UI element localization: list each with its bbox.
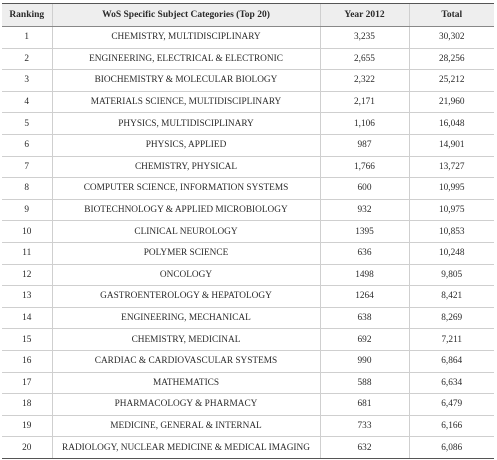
year-2012-cell: 1264: [320, 286, 409, 308]
category-cell: BIOTECHNOLOGY & APPLIED MICROBIOLOGY: [52, 199, 320, 221]
ranking-cell: 7: [2, 156, 52, 178]
table-row: [2, 134, 494, 156]
total-cell: 13,727: [409, 156, 494, 178]
year-2012-cell: 733: [320, 415, 409, 437]
category-cell: POLYMER SCIENCE: [52, 242, 320, 264]
total-cell: 10,975: [409, 199, 494, 221]
total-cell: 6,864: [409, 350, 494, 372]
category-cell: MEDICINE, GENERAL & INTERNAL: [52, 415, 320, 437]
total-cell: 10,853: [409, 221, 494, 243]
header-category: WoS Specific Subject Categories (Top 20): [52, 4, 320, 27]
ranking-cell: 2: [2, 48, 52, 70]
header-row: [2, 4, 494, 27]
year-2012-cell: 681: [320, 394, 409, 416]
year-2012-cell: 2,322: [320, 70, 409, 92]
ranking-cell: 3: [2, 70, 52, 92]
table-row: [2, 27, 494, 49]
table-row: [2, 221, 494, 243]
total-cell: 28,256: [409, 48, 494, 70]
total-cell: 25,212: [409, 70, 494, 92]
year-2012-cell: 1,106: [320, 113, 409, 135]
table-row: [2, 70, 494, 92]
category-cell: CLINICAL NEUROLOGY: [52, 221, 320, 243]
table-body: [2, 27, 494, 459]
ranking-cell: 4: [2, 91, 52, 113]
category-cell: MATERIALS SCIENCE, MULTIDISCIPLINARY: [52, 91, 320, 113]
year-2012-cell: 632: [320, 437, 409, 459]
total-cell: 7,211: [409, 329, 494, 351]
category-cell: PHARMACOLOGY & PHARMACY: [52, 394, 320, 416]
header-ranking: Ranking: [2, 4, 52, 27]
total-cell: 6,479: [409, 394, 494, 416]
ranking-cell: 1: [2, 27, 52, 49]
year-2012-cell: 600: [320, 178, 409, 200]
category-cell: CARDIAC & CARDIOVASCULAR SYSTEMS: [52, 350, 320, 372]
table-row: [2, 350, 494, 372]
table-row: [2, 242, 494, 264]
table-row: [2, 113, 494, 135]
category-cell: PHYSICS, MULTIDISCIPLINARY: [52, 113, 320, 135]
ranking-cell: 10: [2, 221, 52, 243]
year-2012-cell: 692: [320, 329, 409, 351]
ranking-cell: 12: [2, 264, 52, 286]
category-cell: GASTROENTEROLOGY & HEPATOLOGY: [52, 286, 320, 308]
table-row: [2, 199, 494, 221]
year-2012-cell: 2,655: [320, 48, 409, 70]
ranking-cell: 14: [2, 307, 52, 329]
table-row: [2, 437, 494, 459]
total-cell: 10,248: [409, 242, 494, 264]
table-row: [2, 178, 494, 200]
table-row: [2, 264, 494, 286]
total-cell: 30,302: [409, 27, 494, 49]
year-2012-cell: 1498: [320, 264, 409, 286]
ranking-cell: 5: [2, 113, 52, 135]
total-cell: 6,166: [409, 415, 494, 437]
total-cell: 10,995: [409, 178, 494, 200]
ranking-cell: 6: [2, 134, 52, 156]
table-row: [2, 394, 494, 416]
table-row: [2, 156, 494, 178]
table-row: [2, 286, 494, 308]
ranking-cell: 11: [2, 242, 52, 264]
category-cell: BIOCHEMISTRY & MOLECULAR BIOLOGY: [52, 70, 320, 92]
year-2012-cell: 932: [320, 199, 409, 221]
ranking-cell: 13: [2, 286, 52, 308]
year-2012-cell: 987: [320, 134, 409, 156]
category-cell: ENGINEERING, MECHANICAL: [52, 307, 320, 329]
ranking-cell: 16: [2, 350, 52, 372]
table-row: [2, 91, 494, 113]
table-row: [2, 48, 494, 70]
total-cell: 8,269: [409, 307, 494, 329]
total-cell: 6,634: [409, 372, 494, 394]
total-cell: 9,805: [409, 264, 494, 286]
total-cell: 8,421: [409, 286, 494, 308]
ranking-cell: 20: [2, 437, 52, 459]
header-total: Total: [409, 4, 494, 27]
category-cell: CHEMISTRY, MULTIDISCIPLINARY: [52, 27, 320, 49]
category-cell: CHEMISTRY, PHYSICAL: [52, 156, 320, 178]
header-year-2012: Year 2012: [320, 4, 409, 27]
table-row: [2, 329, 494, 351]
year-2012-cell: 2,171: [320, 91, 409, 113]
category-cell: ONCOLOGY: [52, 264, 320, 286]
ranking-cell: 8: [2, 178, 52, 200]
year-2012-cell: 990: [320, 350, 409, 372]
ranking-cell: 19: [2, 415, 52, 437]
year-2012-cell: 638: [320, 307, 409, 329]
table-row: [2, 372, 494, 394]
year-2012-cell: 1,766: [320, 156, 409, 178]
year-2012-cell: 1395: [320, 221, 409, 243]
total-cell: 14,901: [409, 134, 494, 156]
year-2012-cell: 588: [320, 372, 409, 394]
category-cell: PHYSICS, APPLIED: [52, 134, 320, 156]
year-2012-cell: 3,235: [320, 27, 409, 49]
category-cell: ENGINEERING, ELECTRICAL & ELECTRONIC: [52, 48, 320, 70]
category-cell: COMPUTER SCIENCE, INFORMATION SYSTEMS: [52, 178, 320, 200]
ranking-cell: 9: [2, 199, 52, 221]
year-2012-cell: 636: [320, 242, 409, 264]
ranking-cell: 18: [2, 394, 52, 416]
category-cell: CHEMISTRY, MEDICINAL: [52, 329, 320, 351]
category-cell: RADIOLOGY, NUCLEAR MEDICINE & MEDICAL IMAGING: [52, 437, 320, 459]
total-cell: 6,086: [409, 437, 494, 459]
subject-categories-table: [2, 3, 494, 459]
total-cell: 21,960: [409, 91, 494, 113]
total-cell: 16,048: [409, 113, 494, 135]
table-row: [2, 307, 494, 329]
table-row: [2, 415, 494, 437]
category-cell: MATHEMATICS: [52, 372, 320, 394]
ranking-cell: 15: [2, 329, 52, 351]
ranking-cell: 17: [2, 372, 52, 394]
